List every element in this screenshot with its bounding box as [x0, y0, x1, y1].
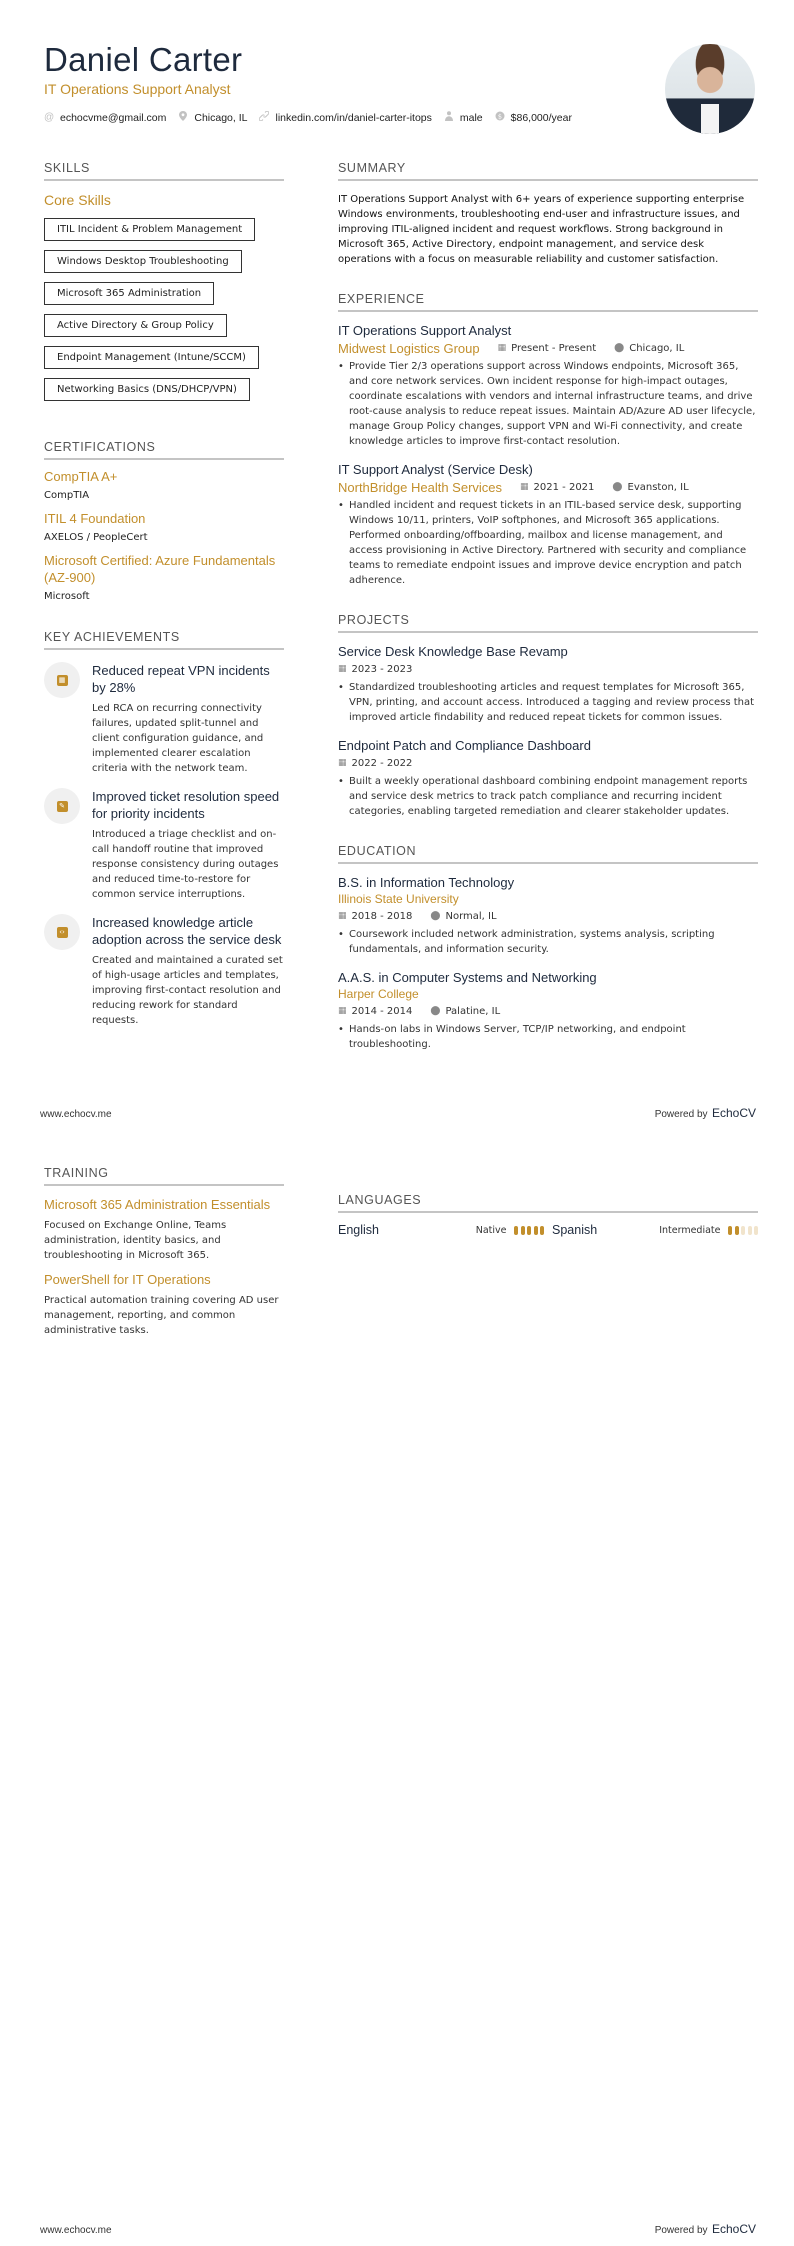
skills-group-title: Core Skills: [44, 192, 111, 208]
person-icon: [444, 111, 454, 124]
footer-powered: Powered by EchoCV: [654, 1106, 756, 1120]
summary-heading: SUMMARY: [338, 160, 758, 181]
location-pin-icon: ⬤: [430, 911, 441, 921]
languages-section: [338, 1192, 758, 1237]
contact-salary: [495, 111, 572, 124]
salary-icon: [495, 111, 505, 124]
training-heading: TRAINING: [44, 1165, 284, 1186]
left-column-page-2: [44, 1165, 284, 1338]
job-bullet: • Handled incident and request tickets in an ITIL-based service desk, supporting Windows 10/11, printers, VoIP softphones, and Microsoft 365 applications. Performed onboarding/offboarding, mailbox and license management, and access provisioning in Active Directory. Partnered with security and compliance teams to remediate endpoint issues and improve device encryption and patch adherence.: [338, 500, 747, 586]
summary-text: IT Operations Support Analyst with 6+ years of experience supporting enterprise Windows environments, troubleshooting end-user and infrastructure issues, and improving ITIL-aligned incident and request workflows. Strong background in Microsoft 365, Active Directory, endpoint management, and service desk operations with a focus on measurable reliability and customer satisfaction.: [338, 194, 745, 265]
at-icon: @: [44, 112, 55, 123]
language-rating: [726, 1226, 759, 1235]
contact-linkedin[interactable]: [259, 111, 431, 124]
project-meta: [338, 756, 758, 771]
experience-item: [338, 322, 758, 449]
achievement-desc: Introduced a triage checklist and on-call handoff routine that improved response consistency during outages and reduced time-to-restore for common service interruptions.: [92, 829, 279, 900]
achievements-heading: KEY ACHIEVEMENTS: [44, 629, 284, 650]
education-dates: 2014 - 2014: [351, 1006, 413, 1017]
calendar-icon: ▦: [520, 482, 529, 492]
job-dates: Present - Present: [511, 343, 597, 354]
project-dates: 2022 - 2022: [351, 758, 413, 769]
link-icon: [259, 111, 269, 124]
education-location: Palatine, IL: [445, 1006, 501, 1017]
achievement-title: Increased knowledge article adoption across the service desk: [92, 915, 282, 947]
calendar-icon: ▦: [338, 664, 347, 674]
education-heading: EDUCATION: [338, 843, 758, 864]
language-level: Native: [475, 1224, 507, 1236]
contact-email-text: echocvme@gmail.com: [60, 111, 167, 124]
contact-linkedin-text: linkedin.com/in/daniel-carter-itops: [275, 111, 432, 124]
cert-name: CompTIA A+: [44, 469, 118, 484]
education-bullet: • Coursework included network administration, systems analysis, scripting fundamentals, and information security.: [338, 929, 715, 955]
projects-section: [338, 612, 758, 819]
project-name: Endpoint Patch and Compliance Dashboard: [338, 738, 591, 753]
project-dates: 2023 - 2023: [351, 664, 413, 675]
training-name: PowerShell for IT Operations: [44, 1272, 211, 1287]
profile-photo: [665, 44, 755, 134]
education-item: [338, 969, 758, 1052]
achievement-item: [44, 662, 284, 776]
achievement-desc: Led RCA on recurring connectivity failures, updated split-tunnel and client configuration guidance, and implemented clearer escalation criteria with the network team.: [92, 703, 264, 774]
job-meta: [338, 341, 758, 356]
education-location: Normal, IL: [445, 911, 497, 922]
contact-gender-text: male: [459, 111, 483, 124]
education-meta: [338, 1004, 758, 1019]
skill-chip: ITIL Incident & Problem Management: [44, 218, 255, 241]
language-rating: [512, 1226, 545, 1235]
cert-issuer: Microsoft: [44, 591, 90, 602]
contact-gender: [444, 111, 483, 124]
left-column: [44, 160, 284, 1028]
education-bullet: • Hands-on labs in Windows Server, TCP/IP networking, and endpoint troubleshooting.: [338, 1024, 686, 1050]
training-name: Microsoft 365 Administration Essentials: [44, 1197, 271, 1212]
svg-text:$: $: [497, 112, 502, 121]
job-location: Chicago, IL: [629, 343, 685, 354]
training-section: [44, 1165, 284, 1338]
job-location: Evanston, IL: [627, 482, 689, 493]
cert-name: Microsoft Certified: Azure Fundamentals (AZ-900): [44, 553, 276, 585]
job-title: IT Support Analyst (Service Desk): [338, 462, 533, 477]
summary-section: [338, 160, 758, 267]
location-pin-icon: ⬤: [614, 343, 625, 353]
achievement-item: [44, 914, 284, 1028]
languages-heading: LANGUAGES: [338, 1192, 758, 1213]
school-name: Illinois State University: [338, 892, 459, 906]
project-item: [338, 643, 758, 725]
language-name: English: [338, 1223, 379, 1237]
certifications-section: [44, 439, 284, 603]
contact-email[interactable]: [44, 112, 166, 124]
right-column-page-2: [338, 1192, 758, 1237]
contact-location: [178, 111, 247, 124]
education-item: [338, 874, 758, 957]
calendar-icon: ▦: [338, 1006, 347, 1016]
achievement-title: Improved ticket resolution speed for priority incidents: [92, 789, 280, 821]
page-footer: [40, 1104, 756, 1122]
job-dates: 2021 - 2021: [533, 482, 595, 493]
location-pin-icon: [178, 111, 188, 124]
cert-issuer: CompTIA: [44, 490, 90, 501]
training-desc: Focused on Exchange Online, Teams administration, identity basics, and troubleshooting in Microsoft 365.: [44, 1220, 227, 1261]
skill-chips: [44, 209, 284, 401]
achievement-desc: Created and maintained a curated set of high-usage articles and templates, improving first-contact resolution and reducing rework for standard requests.: [92, 955, 283, 1026]
education-section: [338, 843, 758, 1052]
location-pin-icon: ⬤: [612, 482, 623, 492]
skills-section: [44, 160, 284, 401]
project-meta: [338, 662, 758, 677]
company-name: NorthBridge Health Services: [338, 480, 503, 495]
skills-heading: SKILLS: [44, 160, 284, 181]
location-pin-icon: ⬤: [430, 1006, 441, 1016]
school-name: Harper College: [338, 987, 419, 1001]
footer-url[interactable]: www.echocv.me: [40, 1109, 112, 1120]
achievement-item: [44, 788, 284, 902]
training-desc: Practical automation training covering AD user management, reporting, and common administrative tasks.: [44, 1295, 279, 1336]
project-bullet: • Built a weekly operational dashboard combining endpoint management reports and service desk metrics to track patch compliance and recurring incident categories, enabling targeted remediation and clearer stakeholder updates.: [338, 776, 748, 817]
job-meta: [338, 480, 758, 495]
page-footer: [40, 2220, 756, 2238]
language-list: [338, 1223, 758, 1237]
degree-name: A.A.S. in Computer Systems and Networking: [338, 970, 597, 985]
project-item: [338, 737, 758, 819]
experience-item: [338, 461, 758, 588]
job-bullet: • Provide Tier 2/3 operations support across Windows endpoints, Microsoft 365, and core network services. Own incident response for high-impact outages, coordinate escalations with vendors and internal infrastructure teams, and drive root-cause analysis to reduce repeat issues. Maintain AD/Azure AD user lifecycle, manage Group Policy changes, support VPN and Wi-Fi connectivity, and create knowledge articles to improve first-contact resolution.: [338, 361, 756, 447]
footer-brand: EchoCV: [711, 1106, 756, 1120]
projects-heading: PROJECTS: [338, 612, 758, 633]
building-icon: ▦: [44, 662, 80, 698]
certifications-heading: CERTIFICATIONS: [44, 439, 284, 460]
calendar-icon: ▦: [338, 758, 347, 768]
skill-chip: Windows Desktop Troubleshooting: [44, 250, 242, 273]
company-name: Midwest Logistics Group: [338, 341, 480, 356]
skill-chip: Networking Basics (DNS/DHCP/VPN): [44, 378, 250, 401]
code-icon: ‹›: [44, 914, 80, 950]
resume-page-2: [0, 1140, 794, 2246]
language-name: Spanish: [552, 1223, 598, 1237]
achievements-section: [44, 629, 284, 1028]
skill-chip: Active Directory & Group Policy: [44, 314, 227, 337]
language-item: [552, 1223, 758, 1237]
footer-url[interactable]: www.echocv.me: [40, 2225, 112, 2236]
skill-chip: Endpoint Management (Intune/SCCM): [44, 346, 259, 369]
project-name: Service Desk Knowledge Base Revamp: [338, 644, 568, 659]
footer-brand: EchoCV: [711, 2222, 756, 2236]
experience-heading: EXPERIENCE: [338, 291, 758, 312]
cert-issuer: AXELOS / PeopleCert: [44, 532, 148, 543]
calendar-icon: ▦: [497, 343, 507, 353]
education-dates: 2018 - 2018: [351, 911, 413, 922]
contact-list: [44, 111, 644, 124]
resume-header: [44, 40, 644, 124]
project-bullet: • Standardized troubleshooting articles and request templates for Microsoft 365, VPN, printing, and account access. Introduced a tagging and review process that improved article findability and reduced repeat tickets for common issues.: [338, 682, 755, 723]
language-item: [338, 1223, 544, 1237]
clipboard-icon: ✎: [44, 788, 80, 824]
cert-name: ITIL 4 Foundation: [44, 511, 146, 526]
candidate-role: IT Operations Support Analyst: [44, 81, 231, 97]
contact-location-text: Chicago, IL: [194, 111, 248, 124]
calendar-icon: ▦: [338, 911, 347, 921]
candidate-name: Daniel Carter: [44, 41, 243, 78]
job-title: IT Operations Support Analyst: [338, 323, 512, 338]
contact-salary-text: $86,000/year: [510, 111, 572, 124]
footer-powered: Powered by EchoCV: [654, 2222, 756, 2236]
degree-name: B.S. in Information Technology: [338, 875, 515, 890]
skill-chip: Microsoft 365 Administration: [44, 282, 214, 305]
experience-section: [338, 291, 758, 588]
achievement-title: Reduced repeat VPN incidents by 28%: [92, 663, 270, 695]
language-level: Intermediate: [659, 1224, 721, 1236]
right-column: [338, 160, 758, 1052]
education-meta: [338, 909, 758, 924]
